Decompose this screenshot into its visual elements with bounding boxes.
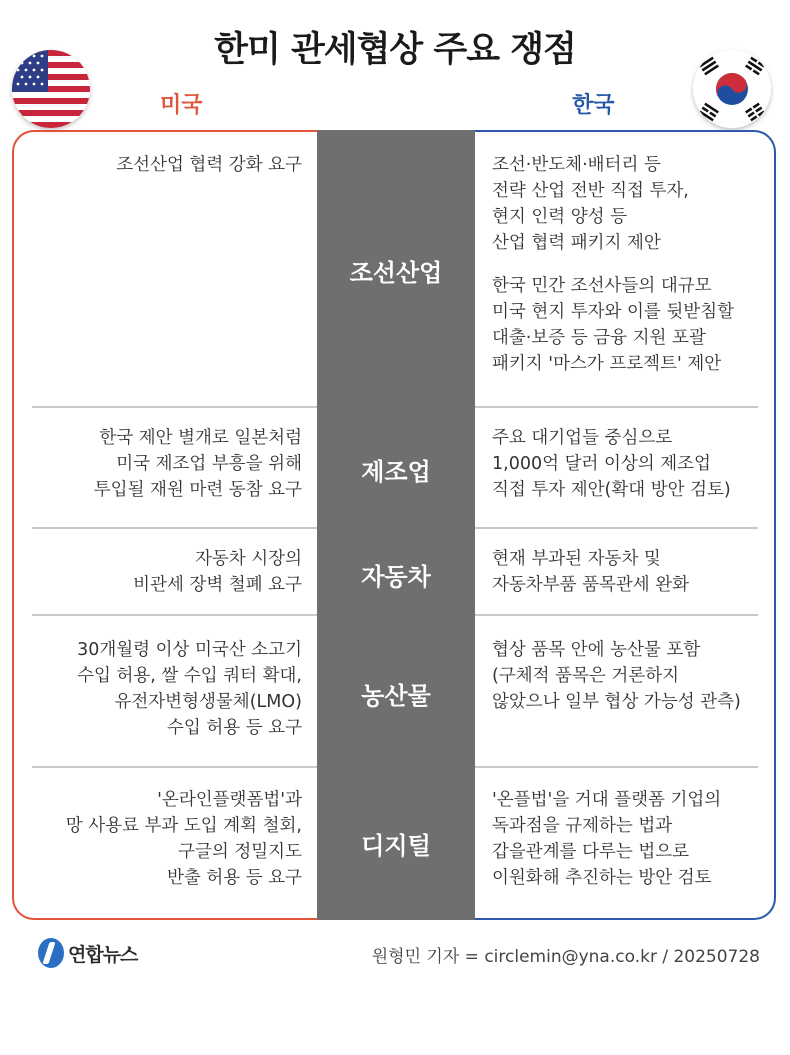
yonhap-logo-icon [38, 938, 64, 968]
us-demand-digital: '온라인플랫폼법'과 망 사용료 부과 도입 계획 철회, 구글의 정밀지도 반출 허용 등 요구 [65, 790, 302, 888]
us-label: 미국 [160, 93, 203, 118]
us-demand-agriculture: 30개월령 이상 미국산 소고기 수입 허용, 쌀 수입 쿼터 확대, 유전자변형생물체(LMO) 수입 허용 등 요구 [77, 640, 302, 738]
row-divider [475, 406, 758, 408]
row-divider [32, 527, 317, 529]
korea-proposal-masga: 한국 민간 조선사들의 대규모 미국 현지 투자와 이를 뒷받침할 대출·보증 등 금융 지원 포괄 패키지 '마스가 프로젝트' 제안 [492, 276, 735, 374]
row-divider [32, 406, 317, 408]
row-divider [32, 614, 317, 616]
row-divider [475, 527, 758, 529]
row-divider [32, 766, 317, 768]
korea-proposal-manufacturing: 주요 대기업들 중심으로 1,000억 달러 이상의 제조업 직접 투자 제안(확대 방안 검토) [492, 428, 731, 500]
topic-agriculture: 농산물 [361, 682, 431, 710]
yonhap-logo-text: 연합뉴스 [68, 943, 138, 966]
us-demand-shipbuilding: 조선산업 협력 강화 요구 [116, 155, 302, 175]
korea-label: 한국 [572, 93, 615, 118]
topic-manufacturing: 제조업 [361, 458, 431, 486]
us-demand-manufacturing: 한국 제안 별개로 일본처럼 미국 제조업 부흥을 위해 투입될 재원 마련 동참 요구 [93, 428, 302, 500]
topic-digital: 디지털 [361, 832, 431, 860]
korea-flag-icon [693, 50, 771, 128]
topic-automobile: 자동차 [361, 563, 431, 591]
yonhap-logo [38, 938, 137, 968]
topic-column [317, 130, 475, 920]
us-flag-icon [12, 50, 90, 128]
reporter-credit: 원형민 기자 = circlemin@yna.co.kr / 20250728 [371, 947, 760, 967]
korea-proposal-agriculture: 협상 품목 안에 농산물 포함 (구체적 품목은 거론하지 않았으나 일부 협상 가능성 관측) [492, 640, 741, 712]
topic-shipbuilding: 조선산업 [349, 259, 443, 287]
row-divider [475, 766, 758, 768]
page-title: 한미 관세협상 주요 쟁점 [214, 30, 576, 70]
row-divider [475, 614, 758, 616]
korea-proposal-shipbuilding: 조선·반도체·배터리 등 전략 산업 전반 직접 투자, 현지 인력 양성 등 산업 협력 패키지 제안 [492, 155, 689, 253]
korea-proposal-automobile: 현재 부과된 자동차 및 자동차부품 품목관세 완화 [492, 549, 690, 595]
us-demand-automobile: 자동차 시장의 비관세 장벽 철폐 요구 [133, 549, 302, 595]
korea-proposal-digital: '온플법'을 거대 플랫폼 기업의 독과점을 규제하는 법과 갑을관계를 다루는 법으로 이원화해 추진하는 방안 검토 [492, 790, 722, 888]
